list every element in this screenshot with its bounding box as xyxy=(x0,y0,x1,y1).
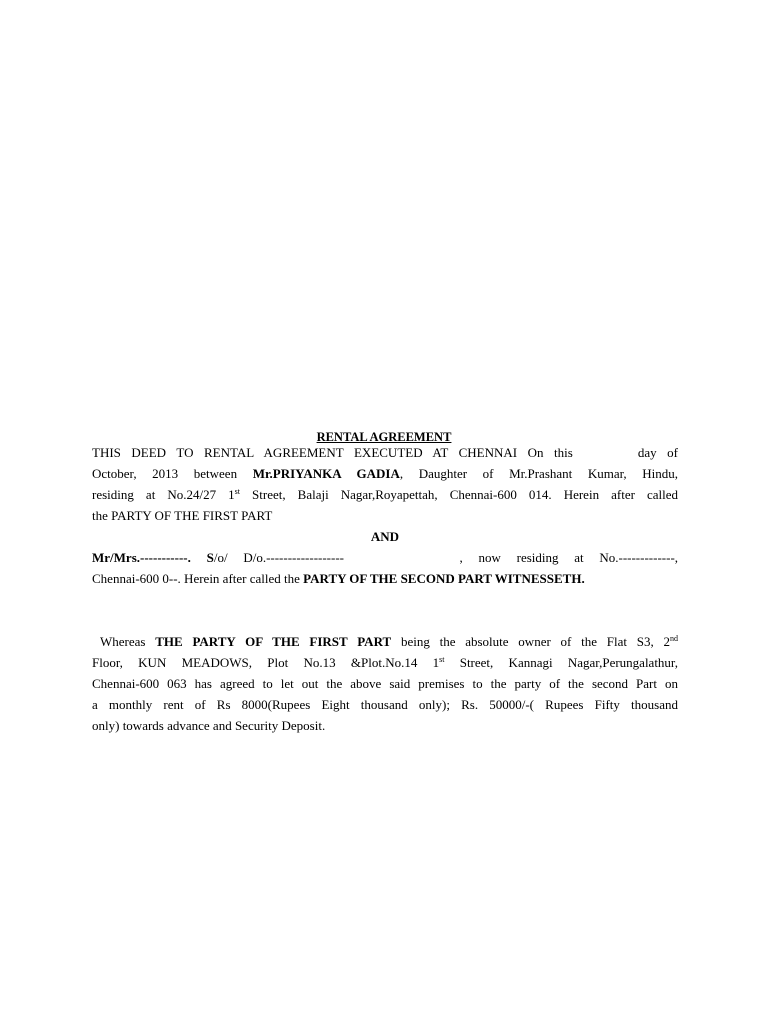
first-party-name: Mr.PRIYANKA GADIA xyxy=(252,466,400,481)
paragraph-line: Chennai-600 0--. Herein after called the PARTY OF THE SECOND PART WITNESSETH. xyxy=(92,571,585,586)
paragraph-line: Mr/Mrs.-----------. S/o/ D/o.------------------ , now residing at No.-------------, xyxy=(92,550,679,565)
and-separator: AND xyxy=(370,529,400,544)
whereas-paragraph xyxy=(92,631,678,736)
document-title: RENTAL AGREEMENT xyxy=(316,430,452,444)
second-party-paragraph xyxy=(92,547,678,589)
paragraph-line: a monthly rent of Rs 8000(Rupees Eight thousand only); Rs. 50000/-( Rupees Fifty thousand xyxy=(92,697,678,712)
paragraph-line: residing at No.24/27 1st Street, Balaji Nagar,Royapettah, Chennai-600 014. Herein after called xyxy=(92,487,678,502)
paragraph-line: October, 2013 between Mr.PRIYANKA GADIA, Daughter of Mr.Prashant Kumar, Hindu, xyxy=(92,466,679,481)
paragraph-line: the PARTY OF THE FIRST PART xyxy=(92,508,273,523)
first-party-paragraph xyxy=(92,442,678,526)
paragraph-line: Floor, KUN MEADOWS, Plot No.13 &Plot.No.14 1st Street, Kannagi Nagar,Perungalathur, xyxy=(92,655,678,670)
paragraph-line: Whereas THE PARTY OF THE FIRST PART being the absolute owner of the Flat S3, 2nd xyxy=(100,634,679,649)
paragraph-line: only) towards advance and Security Deposit. xyxy=(92,718,326,733)
paragraph-line: THIS DEED TO RENTAL AGREEMENT EXECUTED AT CHENNAI On this day of xyxy=(92,445,679,460)
paragraph-line: Chennai-600 063 has agreed to let out the above said premises to the party of the second Part on xyxy=(92,676,678,691)
second-party-name-blank: Mr/Mrs.-----------. xyxy=(92,550,191,565)
